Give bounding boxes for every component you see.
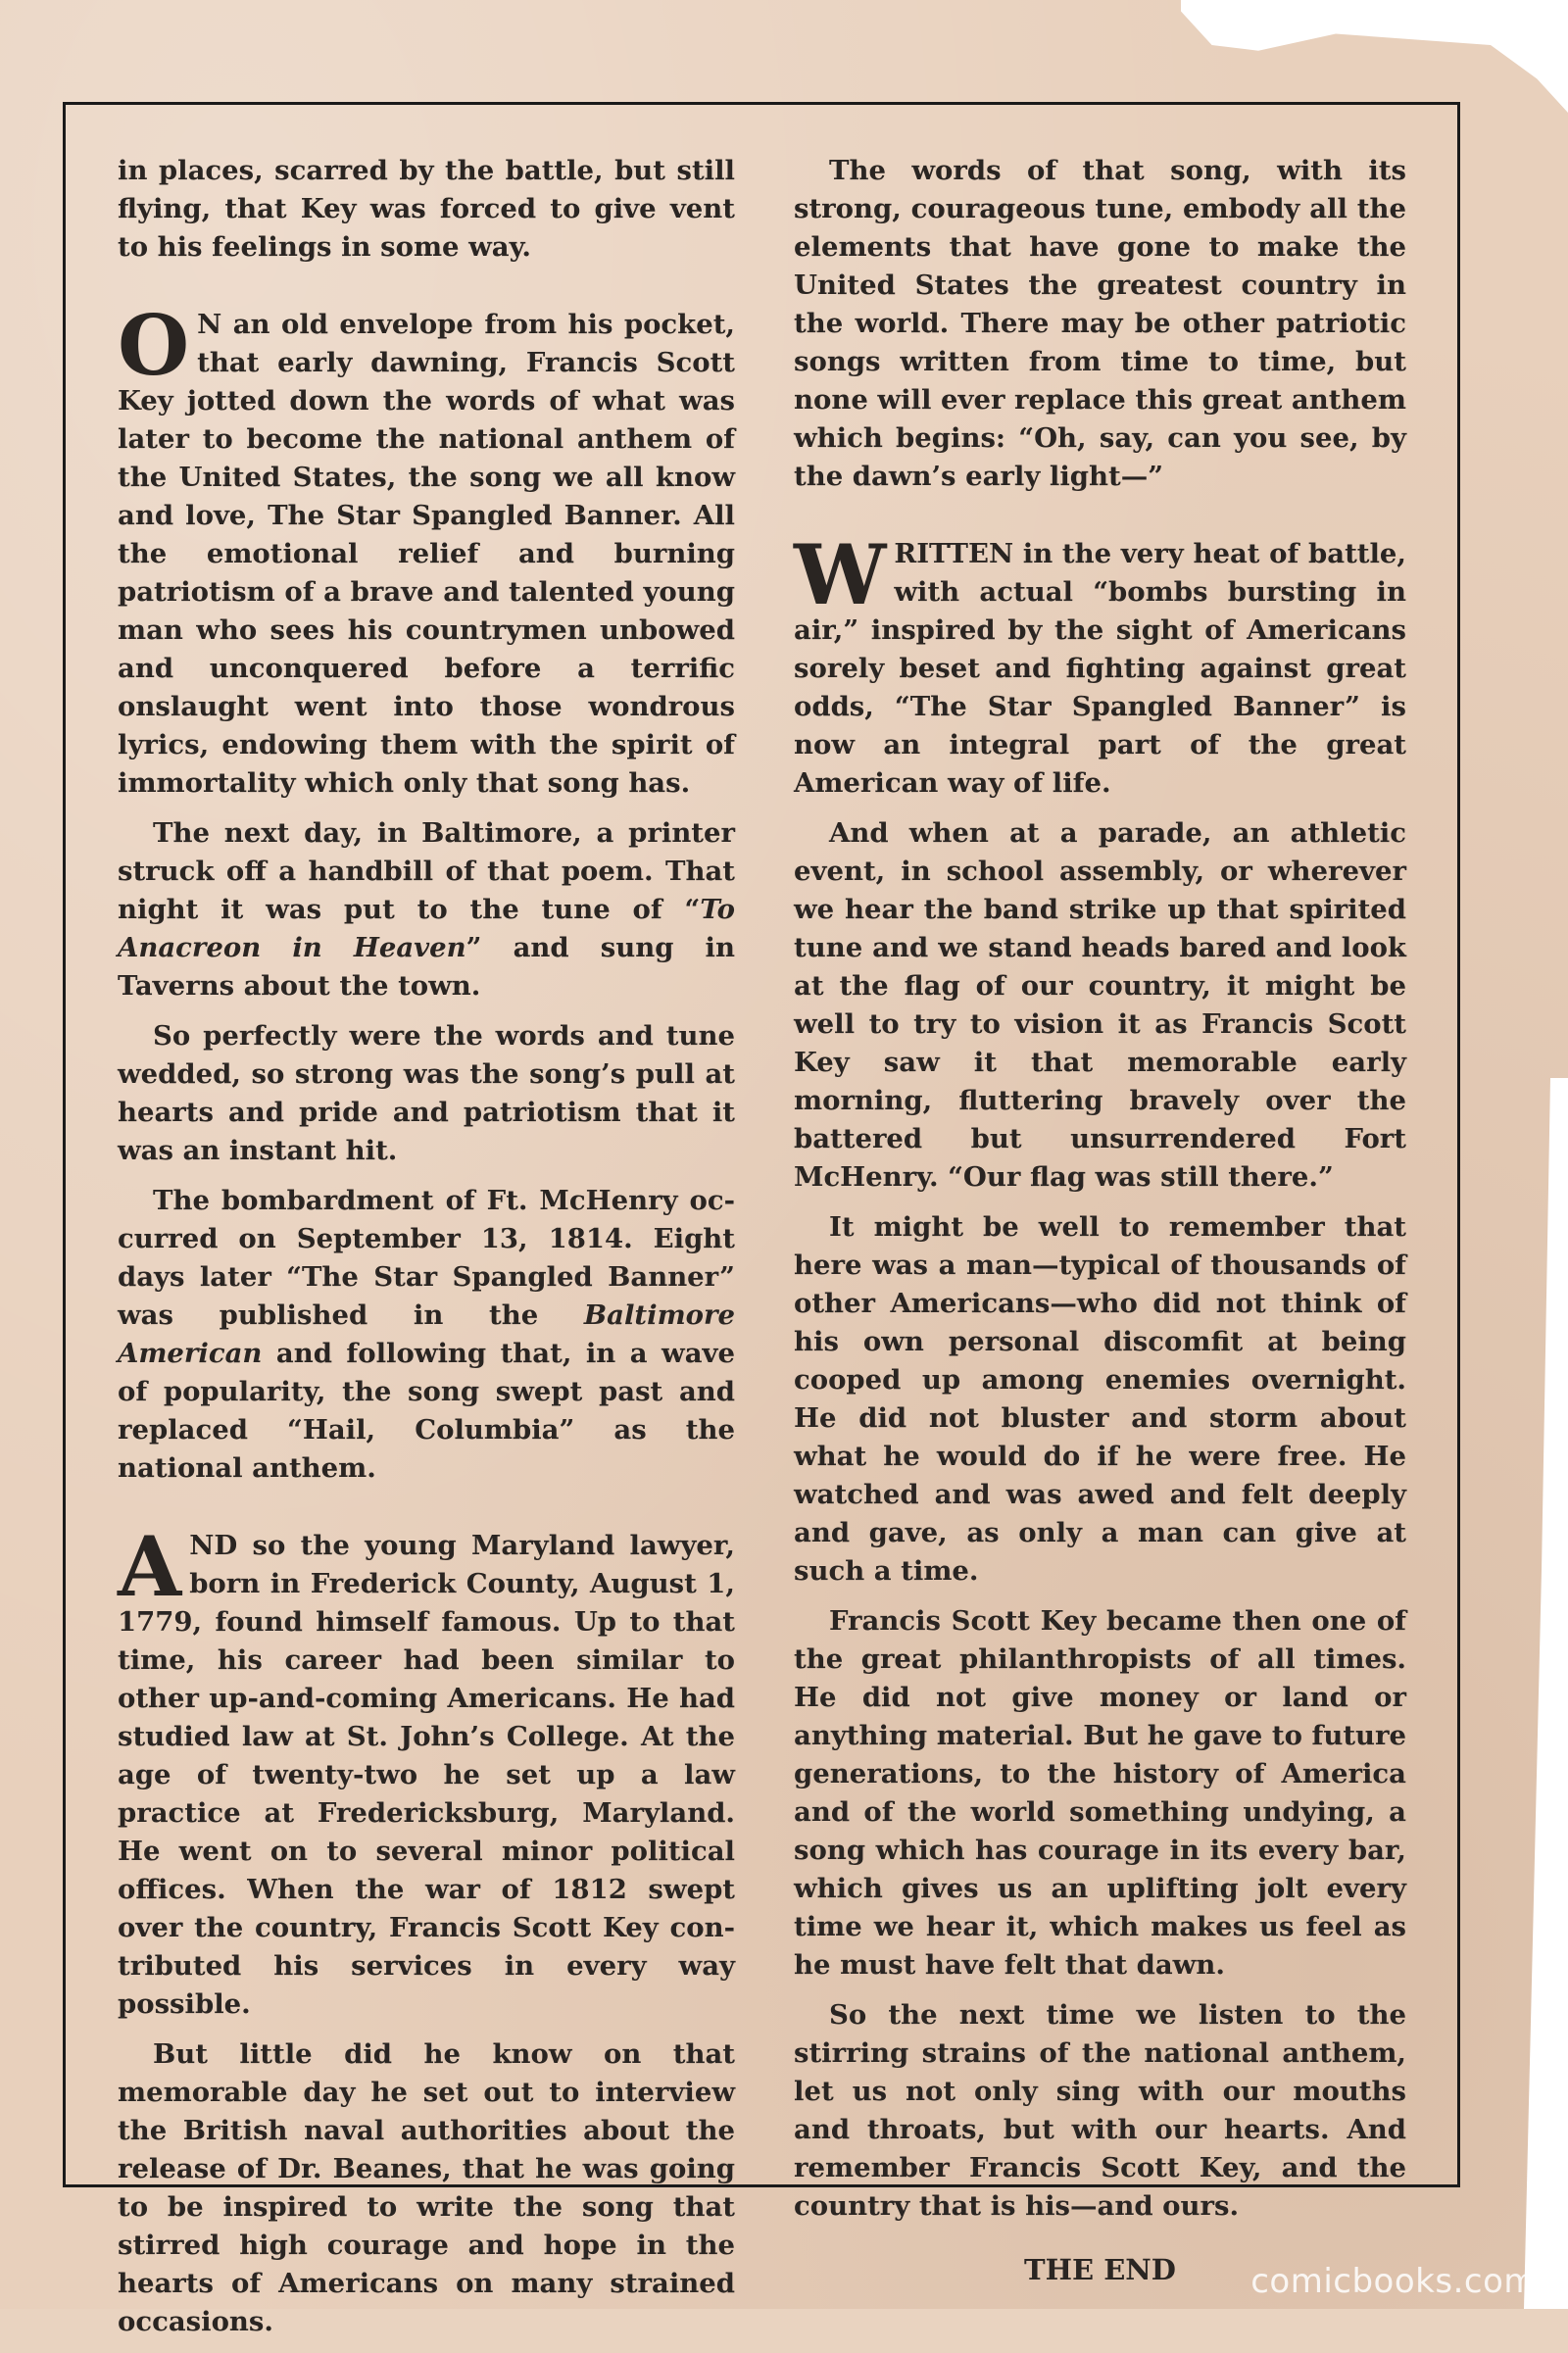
paragraph: And when at a parade, an athletic event, in school assembly, or wherever we hear the band strike up that spirited tune and we stand heads bared and look at the flag of our country, it might be well to try to vision it as Francis Scott Key saw it that memorable early morning, fluttering bravely over the battered but unsurrendered Fort McHenry. “Our flag was still there.” <box>794 817 1406 1193</box>
watermark: comicbooks.com <box>1250 2262 1537 2301</box>
song-title: To Anacreon in Heaven <box>118 894 735 963</box>
paragraph-text: ND so the young Maryland lawyer, born in Frederick County, August 1, 1779, found himself famous. Up to that time, his career had been similar to other up-and-coming Americans. He had studied law at St. John’s College. At the age of twenty-two he set up a law practice at Fredericksburg, Maryland. He went on to several minor political offices. When the war of 1812 swept over the country, Francis Scott Key contributed his services in every way possible. <box>118 1530 735 2020</box>
paragraph <box>118 1518 735 2024</box>
paragraph: It might be well to remember that here was a man—typical of thousands of other Americans—who did not think of his own personal discomfit at being cooped up among enemies overnight. He did not bluster and storm about what he would do if he were free. He watched and was awed and felt deeply and gave, as only a man can give at such a time. <box>794 1211 1406 1587</box>
paragraph-text: The next day, in Baltimore, a printer struck off a handbill of that poem. That night it was put to the tune of “ <box>118 817 735 925</box>
torn-edge <box>1524 1078 1568 2309</box>
paragraph-text: N an old envelope from his pocket, that early dawning, Francis Scott Key jotted down the words of what was later to become the national anthem of the United States, the song we all know and love, The Star Spangled Banner. All the emotional relief and burning patriotism of a brave and talented young man who sees his countrymen unbowed and unconquered before a terrific onslaught went into those wondrous lyrics, endowing them with the spirit of immortality which only that song has. <box>118 309 735 799</box>
drop-cap: O <box>118 297 190 394</box>
right-column <box>794 152 1406 2289</box>
paragraph: So perfectly were the words and tune wedded, so strong was the song’s pull at hearts and pride and patriotism that it was an instant hit. <box>118 1020 735 1166</box>
drop-cap: A <box>118 1518 182 1615</box>
paragraph: in places, scarred by the battle, but still flying, that Key was forced to give vent to his feelings in some way. <box>118 155 735 263</box>
newspaper-title: Baltimore American <box>118 1299 735 1369</box>
paragraph-text: RITTEN in the very heat of battle, with actual “bombs bursting in air,” inspired by the sight of Americans sorely beset and fighting against great odds, “The Star Spangled Banner” is now an integral part of the great American way of life. <box>794 538 1406 799</box>
paragraph <box>118 814 735 1005</box>
paragraph: Francis Scott Key became then one of the great philanthropists of all times. He did not give money or land or anything material. But he gave to future generations, to the history of America and of the world something undying, a song which has courage in its every bar, which gives us an uplifting jolt every time we hear it, which makes us feel as he must have felt that dawn. <box>794 1605 1406 1981</box>
paragraph-text: The bombardment of Ft. McHenry occurred on September 13, 1814. Eight days later “The Star Spangled Banner” was published in the <box>118 1185 735 1331</box>
paragraph-text: ” and sung in Taverns about the town. <box>118 932 735 1002</box>
paragraph: But little did he know on that memorable day he set out to interview the British naval authorities about the release of Dr. Beanes, that he was going to be inspired to write the song that stirred high courage and hope in the hearts of Americans on many strained occasions. <box>118 2038 735 2337</box>
the-end-label: THE END <box>1024 2253 1176 2286</box>
drop-cap: W <box>794 526 887 623</box>
torn-corner <box>1181 0 1568 113</box>
paragraph: The words of that song, with its strong, courageous tune, embody all the elements that have gone to make the United States the greatest country in the world. There may be other patriotic songs written from time to time, but none will ever replace this great anthem which begins: “Oh, say, can you see, by the dawn’s early light—” <box>794 155 1406 492</box>
paragraph <box>118 1182 735 1488</box>
paragraph-text: and following that, in a wave of popularity, the song swept past and replaced “Hail, Columbia” as the national anthem. <box>118 1338 735 1484</box>
paragraph <box>118 297 735 803</box>
paragraph <box>794 526 1406 803</box>
left-column <box>118 152 735 2353</box>
paragraph: So the next time we listen to the stirring strains of the national anthem, let us not only sing with our mouths and throats, but with our hearts. And remember Francis Scott Key, and the country that is his—and ours. <box>794 1999 1406 2222</box>
